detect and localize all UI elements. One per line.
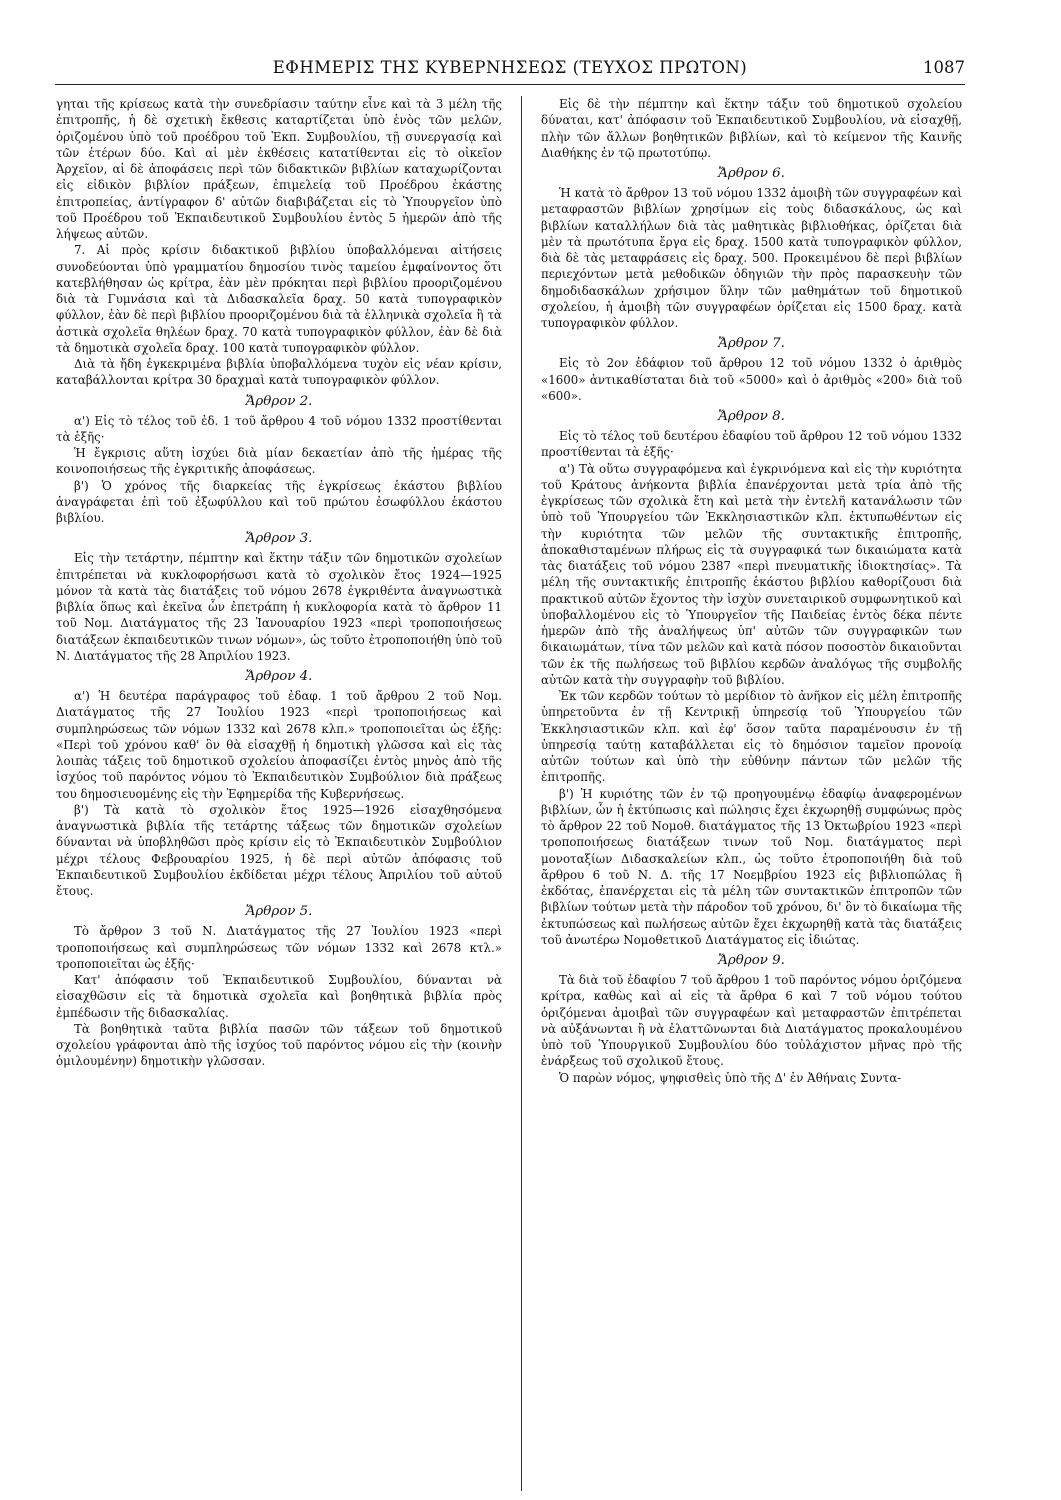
article-heading: Ἄρθρον 2.	[245, 393, 313, 409]
header-rule	[55, 84, 965, 85]
paragraph: Εἰς τὸ τέλος τοῦ δευτέρου ἐδαφίου τοῦ ἄρθρου 12 τοῦ νόμου 1332 προστίθενται τὰ ἑξῆς·	[541, 429, 962, 460]
paragraph: α') Εἰς τὸ τέλος τοῦ ἐδ. 1 τοῦ ἄρθρου 4 τοῦ νόμου 1332 προστίθενται τὰ ἑξῆς·	[56, 413, 502, 444]
column-divider	[521, 96, 522, 1491]
paragraph: α') Ἡ δευτέρα παράγραφος τοῦ ἐδαφ. 1 τοῦ ἄρθρου 2 τοῦ Νομ. Διατάγματος τῆς 27 Ἰουλίου 1923 «περὶ τροποποιήσεως καὶ συμπληρώσεως τῶν νόμων 1332 καὶ 2678 κλπ.» τροποποιεῖται ὡς ἑξῆς: «Περὶ τοῦ χρόνου καθ' ὃν θὰ εἰσαχθῇ ἡ δημοτικὴ γλῶσσα καὶ εἰς τὰς λοιπὰς τάξεις τοῦ δημοτικοῦ σχολείου ἀποφασίζει ἐντὸς μηνὸς ἀπὸ τῆς ἰσχύος τοῦ παρόντος νόμου τὸ Ἐκπαιδευτικὸν Συμβούλιον διὰ πράξεως του δημοσιευομένης εἰς τὴν Ἐφημερίδα τῆς Κυβερνήσεως.	[56, 689, 502, 801]
paragraph: β') Ἡ κυριότης τῶν ἐν τῷ προηγουμένῳ ἐδαφίῳ ἀναφερομένων βιβλίων, ὧν ἡ ἐκτύπωσις καὶ πώλησις ἔχει ἐκχωρηθῇ συμφώνως πρὸς τὸ ἄρθρον 22 τοῦ Νομοθ. διατάγματος τῆς 13 Ὀκτωβρίου 1923 «περὶ τροποποιήσεως διατάξεων τινων τοῦ Νομ. διατάγματος περὶ μονοταξίων Διδασκαλείων κλπ., ὡς τοῦτο ἐτροποποιήθη διὰ τοῦ ἄρθρου 6 τοῦ Ν. Δ. τῆς 17 Νοεμβρίου 1923 εἰς βιβλιοπώλας ἢ ἐκδότας, ἐπανέρχεται εἰς τὰ μέλη τῶν συντακτικῶν ἐπιτροπῶν τῶν βιβλίων τούτων μετὰ τὴν πάροδον τοῦ χρόνου, δι' ὃν τὸ δικαίωμα τῆς ἐκτυπώσεως καὶ πωλήσεως αὐτῶν ἔχει ἐκχωρηθῇ κατὰ τὰς διατάξεις τοῦ ἀνωτέρω Νομοθετικοῦ Διατάγματος εἰς ἰδιώτας.	[541, 786, 962, 947]
article-heading: Ἄρθρον 9.	[718, 953, 785, 968]
paragraph: Ἐκ τῶν κερδῶν τούτων τὸ μερίδιον τὸ ἀνῆκον εἰς μέλη ἐπιτροπῆς ὑπηρετοῦντα ἐν τῇ Κεντρικῇ ὑπηρεσίᾳ τοῦ Ὑπουργείου τῶν Ἐκκλησιαστικῶν κλπ. καὶ ἐφ' ὅσον ταῦτα παραμένουσιν ἐν τῇ ὑπηρεσίᾳ ταύτῃ καταβάλλεται εἰς τὸ δημόσιον ταμεῖον προνοίᾳ αὐτῶν τούτων καὶ ὑπὸ τὴν εὐθύνην πάντων τῶν μελῶν τῆς ἐπιτροπῆς.	[541, 689, 962, 785]
paragraph: Τὰ διὰ τοῦ ἐδαφίου 7 τοῦ ἄρθρου 1 τοῦ παρόντος νόμου ὁριζόμενα κρίτρα, καθὼς καὶ αἱ εἰς τὰ ἄρθρα 6 καὶ 7 τοῦ νόμου τούτου ὁριζόμεναι ἀμοιβαὶ τῶν συγγραφέων καὶ μεταφραστῶν ἐπιτρέπεται νὰ αὐξάνωνται ἢ νὰ ἐλαττῶνωνται διὰ Διατάγματος προκαλουμένου ὑπὸ τοῦ Ὑπουργικοῦ Συμβουλίου δύο τοὐλάχιστον μῆνας πρὸ τῆς ἐνάρξεως τοῦ σχολικοῦ ἔτους.	[541, 973, 962, 1069]
paragraph: Ὁ παρὼν νόμος, ψηφισθεὶς ὑπὸ τῆς Δ' ἐν Ἀθήναις Συντα-	[559, 1070, 902, 1085]
paragraph: Ἡ ἔγκρισις αὕτη ἰσχύει διὰ μίαν δεκαετίαν ἀπὸ τῆς ἡμέρας τῆς κοινοποιήσεως τῆς ἐγκριτικῆς ἀποφάσεως.	[56, 446, 502, 477]
right-column	[541, 96, 962, 1488]
paragraph: Τὸ ἄρθρον 3 τοῦ Ν. Διατάγματος τῆς 27 Ἰουλίου 1923 «περὶ τροποποιήσεως καὶ συμπληρώσεως τῶν νόμων 1332 καὶ 2678 κτλ.» τροποποιεῖται ὡς ἑξῆς·	[56, 924, 502, 971]
paragraph: Κατ' ἀπόφασιν τοῦ Ἐκπαιδευτικοῦ Συμβουλίου, δύνανται νὰ εἰσαχθῶσιν εἰς τὰ δημοτικὰ σχολεῖα καὶ βοηθητικὰ βιβλία πρὸς ἐμπέδωσιν τῆς διδασκαλίας.	[56, 973, 502, 1020]
paragraph: Ἡ κατὰ τὸ ἄρθρον 13 τοῦ νόμου 1332 ἀμοιβὴ τῶν συγγραφέων καὶ μεταφραστῶν βιβλίων χρησίμων εἰς τοὺς διδασκάλους, ὡς καὶ βιβλίων καταλλήλων διὰ τὰς μαθητικὰς βιβλιοθήκας, ὁρίζεται διὰ μὲν τὰ πρωτότυπα ἔργα εἰς δραχ. 1500 κατὰ τυπογραφικὸν φύλλον, διὰ δὲ τὰς μεταφράσεις εἰς δραχ. 500. Προκειμένου δὲ περὶ βιβλίων περιεχόντων μετὰ μεθοδικῶν ὁδηγιῶν τὴν πρὸς παρασκευὴν τῶν δημοδιδασκάλων χρήσιμον ὕλην τῶν μαθημάτων τοῦ δημοτικοῦ σχολείου, ἡ ἀμοιβὴ τῶν συγγραφέων ὁρίζεται εἰς 1500 δραχ. κατὰ τυπογραφικὸν φύλλον.	[541, 186, 962, 330]
page-header	[55, 58, 965, 84]
article-heading: Ἄρθρον 4.	[245, 669, 313, 684]
paragraph: Εἰς δὲ τὴν πέμπτην καὶ ἕκτην τάξιν τοῦ δημοτικοῦ σχολείου δύναται, κατ' ἀπόφασιν τοῦ Ἐκπαιδευτικοῦ Συμβουλίου, νὰ εἰσαχθῇ, πλὴν τῶν ἄλλων βοηθητικῶν βιβλίων, καὶ τὸ κείμενον τῆς Καινῆς Διαθήκης ἐν τῷ πρωτοτύπῳ.	[541, 97, 962, 160]
page-number: 1087	[923, 58, 965, 77]
article-heading: Ἄρθρον 5.	[245, 904, 313, 920]
paragraph: Εἰς τὸ 2ον ἐδάφιον τοῦ ἄρθρου 12 τοῦ νόμου 1332 ὁ ἀριθμὸς «1600» ἀντικαθίσταται διὰ τοῦ «5000» καὶ ὁ ἀριθμὸς «200» διὰ τοῦ «600».	[541, 356, 962, 403]
article-heading: Ἄρθρον 3.	[245, 531, 313, 547]
article-heading: Ἄρθρον 6.	[718, 166, 785, 181]
paragraph: Διὰ τὰ ἤδη ἐγκεκριμένα βιβλία ὑποβαλλόμενα τυχὸν εἰς νέαν κρίσιν, καταβάλλονται κρίτρα 30 δραχμαὶ κατὰ τυπογραφικὸν φύλλον.	[56, 357, 502, 388]
article-heading: Ἄρθρον 7.	[718, 336, 785, 352]
paragraph: α') Τὰ οὕτω συγγραφόμενα καὶ ἐγκρινόμενα καὶ εἰς τὴν κυριότητα τοῦ Κράτους ἀνήκοντα βιβλία ἐπανέρχονται μετὰ τρία ἀπὸ τῆς ἐγκρίσεως τῶν σχολικὰ ἔτη καὶ μετὰ τὴν ἐντελῆ κατανάλωσιν τῶν ὑπὸ τοῦ Ὑπουργείου τῶν Ἐκκλησιαστικῶν κλπ. ἐκτυπωθέντων εἰς τὴν κυριότητα τῶν μελῶν τῆς συντακτικῆς ἐπιτροπῆς, ἀποκαθισταμένων πλήρως εἰς τὰ συγγραφικά των δικαιώματα κατὰ τὰς διατάξεις τοῦ νόμου 2387 «περὶ πνευματικῆς ἰδιοκτησίας». Τὰ μέλη τῆς συντακτικῆς ἐπιτροπῆς ἑκάστου βιβλίου καθορίζουσι διὰ πρακτικοῦ αὐτῶν ἔχοντος τὴν ἰσχὺν συνεταιρικοῦ συμφωνητικοῦ καὶ ὑποβαλλομένου εἰς τὸ Ὑπουργεῖον τῆς Παιδείας ἐντὸς δέκα πέντε ἡμερῶν ἀπὸ τῆς ἀναλήψεως ὑπ' αὐτῶν τῶν συγγραφικῶν των δικαιωμάτων, τίνα τῶν μελῶν καὶ κατὰ πόσον ποσοστὸν δικαιοῦνται τῶν ἐκ τῆς πωλήσεως τοῦ βιβλίου κερδῶν ἀναλόγως τῆς συμβολῆς αὐτῶν κατὰ τὴν συγγραφὴν τοῦ βιβλίου.	[541, 461, 962, 687]
paragraph: 7. Αἱ πρὸς κρίσιν διδακτικοῦ βιβλίου ὑποβαλλόμεναι αἰτήσεις συνοδεύονται ὑπὸ γραμματίου δημοσίου τινὸς ταμείου ἐμφαίνοντος ὅτι κατεβλήθησαν ὡς κρίτρα, ἐὰν μὲν πρόκηται περὶ βιβλίου προοριζομένου διὰ τὰ Γυμνάσια καὶ τὰ Διδασκαλεῖα δραχ. 50 κατὰ τυπογραφικὸν φύλλον, ἐὰν δὲ περὶ βιβλίου προοριζομένου διὰ τὰ ἑλληνικὰ σχολεῖα ἢ τὰ ἀστικὰ σχολεῖα θηλέων δραχ. 70 κατὰ τυπογραφικὸν φύλλον, ἐὰν δὲ διὰ τὰ δημοτικὰ σχολεῖα δραχ. 100 κατὰ τυπογραφικὸν φύλλον.	[56, 243, 502, 355]
left-column	[56, 96, 502, 1488]
paragraph: Τὰ βοηθητικὰ ταῦτα βιβλία πασῶν τῶν τάξεων τοῦ δημοτικοῦ σχολείου γράφονται ἀπὸ τῆς ἰσχύος τοῦ παρόντος νόμου εἰς τὴν (κοινὴν ὁμιλουμένην) δημοτικὴν γλῶσσαν.	[56, 1021, 502, 1069]
paragraph: β') Τὰ κατὰ τὸ σχολικὸν ἔτος 1925—1926 εἰσαχθησόμενα ἀναγνωστικὰ βιβλία τῆς τετάρτης τάξεως τῶν δημοτικῶν σχολείων δύνανται νὰ ὑποβληθῶσι πρὸς κρίσιν εἰς τὸ Ἐκπαιδευτικὸν Συμβούλιον μέχρι τέλους Φεβρουαρίου 1925, ἡ δὲ περὶ αὐτῶν ἀπόφασις τοῦ Ἐκπαιδευτικοῦ Συμβουλίου ἐκδίδεται μέχρι τέλους Ἀπριλίου τοῦ αὐτοῦ ἔτους.	[56, 802, 502, 898]
gazette-title: ΕΦΗΜΕΡΙΣ ΤΗΣ ΚΥΒΕΡΝΗΣΕΩΣ (ΤΕΥΧΟΣ ΠΡΩΤΟΝ)	[272, 58, 748, 77]
paragraph: γηται τῆς κρίσεως κατὰ τὴν συνεδρίασιν ταύτην εἶνε καὶ τὰ 3 μέλη τῆς ἐπιτροπῆς, ἡ δὲ σχετικὴ ἔκθεσις καταρτίζεται ὑπὸ ἑνὸς τῶν μελῶν, ὁριζομένου ὑπὸ τοῦ προέδρου τοῦ Ἐκπ. Συμβουλίου, τῇ συνεργασίᾳ καὶ τῶν ἑτέρων δύο. Καὶ αἱ μὲν ἐκθέσεις κατατίθενται εἰς τὸ οἰκεῖον Ἀρχεῖον, αἱ δὲ ἀποφάσεις περὶ τῶν διδακτικῶν βιβλίων καταχωρίζονται εἰς εἰδικὸν βιβλίον πράξεων, ἐπιμελείᾳ τοῦ Προέδρου ἑκάστης ἐπιτροπείας, ἀντίγραφον δ' αὐτῶν διαβιβάζεται εἰς τὸ Ὑπουργεῖον ὑπὸ τοῦ Προέδρου τοῦ Ἐκπαιδευτικοῦ Συμβουλίου ἐντὸς 5 ἡμερῶν ἀπὸ τῆς λήψεως αὐτῶν.	[56, 97, 502, 241]
paragraph: β') Ὁ χρόνος τῆς διαρκείας τῆς ἐγκρίσεως ἑκάστου βιβλίου ἀναγράφεται ἐπὶ τοῦ ἐξωφύλλου καὶ τοῦ πρώτου ἐσωφύλλου ἑκάστου βιβλίου.	[56, 478, 502, 525]
article-heading: Ἄρθρον 8.	[718, 409, 785, 424]
paragraph: Εἰς τὴν τετάρτην, πέμπτην καὶ ἕκτην τάξιν τῶν δημοτικῶν σχολείων ἐπιτρέπεται νὰ κυκλοφορήσωσι κατὰ τὸ σχολικὸν ἔτος 1924—1925 μόνον τὰ κατὰ τὰς διατάξεις τοῦ νόμου 2678 ἐγκριθέντα ἀναγνωστικὰ βιβλία ὅπως καὶ ἐκεῖνα ὧν ἐπετράπη ἡ κυκλοφορία κατὰ τὸ ἄρθρον 11 τοῦ Νομ. Διατάγματος τῆς 23 Ἰανουαρίου 1923 «περὶ τροποποιήσεως διατάξεων ἐκπαιδευτικῶν τινων νόμων», ὡς τοῦτο ἐτροποποιήθη ὑπὸ τοῦ Ν. Διατάγματος τῆς 28 Ἀπριλίου 1923.	[56, 551, 502, 663]
